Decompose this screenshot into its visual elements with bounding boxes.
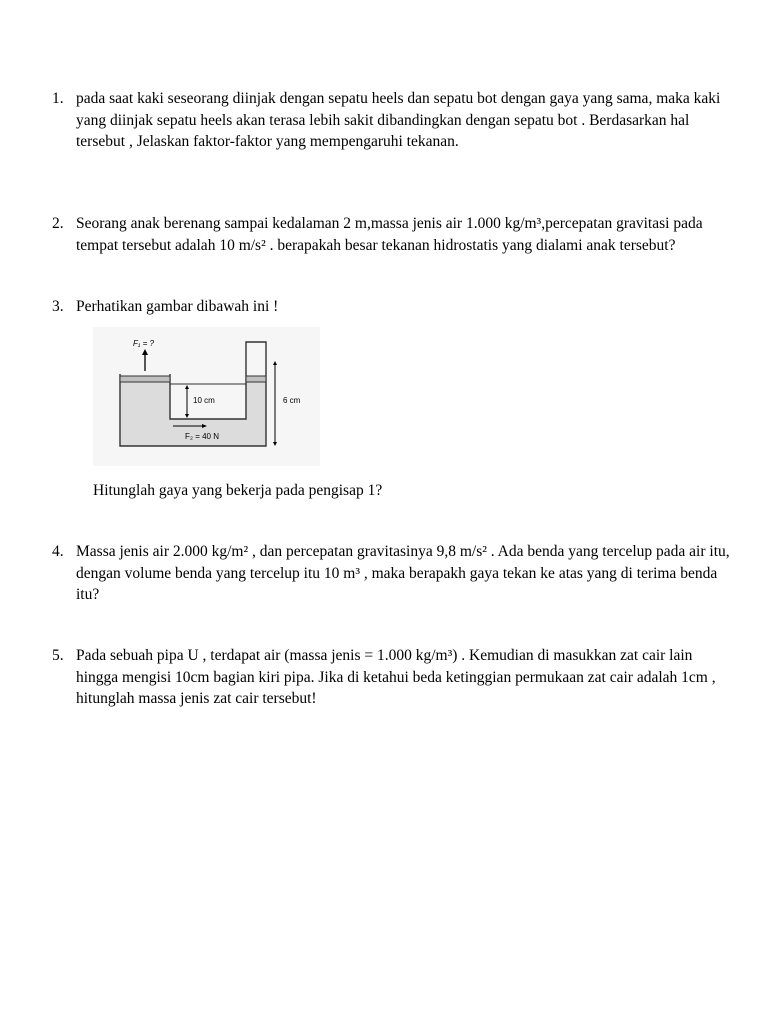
depth-arrowhead-bottom [185, 414, 189, 418]
f2-label: F₂ = 40 N [185, 432, 220, 441]
f1-label: F₁ = ? [133, 339, 154, 348]
question-text: Perhatikan gambar dibawah ini ! [76, 298, 279, 315]
hydraulic-press-figure [93, 327, 320, 466]
piston-1 [120, 376, 170, 382]
height-arrowhead-top [273, 361, 277, 365]
question-3 [52, 296, 732, 318]
height-label: 6 cm [283, 396, 301, 405]
question-1 [52, 88, 732, 153]
question-text: Massa jenis air 2.000 kg/m² , dan percepatan gravitasinya 9,8 m/s² . Ada benda yang tercelup pada air itu, dengan volume benda yang tercelup itu 10 m³ , maka berapakh gaya tekan ke atas yang di terima benda itu? [76, 543, 730, 603]
question-4 [52, 541, 732, 606]
question-number: 3. [52, 298, 64, 315]
question-number: 5. [52, 647, 64, 664]
f1-arrowhead [142, 349, 148, 355]
height-arrowhead-bottom [273, 442, 277, 446]
question-number: 4. [52, 543, 64, 560]
question-text: Seorang anak berenang sampai kedalaman 2 m,massa jenis air 1.000 kg/m³,percepatan gravitasi pada tempat tersebut adalah 10 m/s² . berapakah besar tekanan hidrostatis yang dialami anak tersebut? [76, 215, 703, 254]
hydraulic-diagram [93, 327, 320, 466]
question-2 [52, 213, 732, 256]
piston-2 [246, 376, 266, 382]
question-number: 2. [52, 215, 64, 232]
question-5 [52, 645, 732, 710]
question-number: 1. [52, 90, 64, 107]
depth-arrowhead-top [185, 385, 189, 389]
question-text: Pada sebuah pipa U , terdapat air (massa jenis = 1.000 kg/m³) . Kemudian di masukkan zat cair lain hingga mengisi 10cm bagian kiri pipa. Jika di ketahui beda ketinggian permukaan zat cair adalah 1cm , hitunglah massa jenis zat cair tersebut! [76, 647, 716, 707]
figure-caption: Hitunglah gaya yang bekerja pada pengisap 1? [93, 482, 383, 499]
depth-label: 10 cm [193, 396, 215, 405]
question-text: pada saat kaki seseorang diinjak dengan sepatu heels dan sepatu bot dengan gaya yang sama, maka kaki yang diinjak sepatu heels akan terasa lebih sakit dibandingkan dengan sepatu bot . Berdasarkan hal tersebut , Jelaskan faktor-faktor yang mempengaruhi tekanan. [76, 90, 721, 150]
